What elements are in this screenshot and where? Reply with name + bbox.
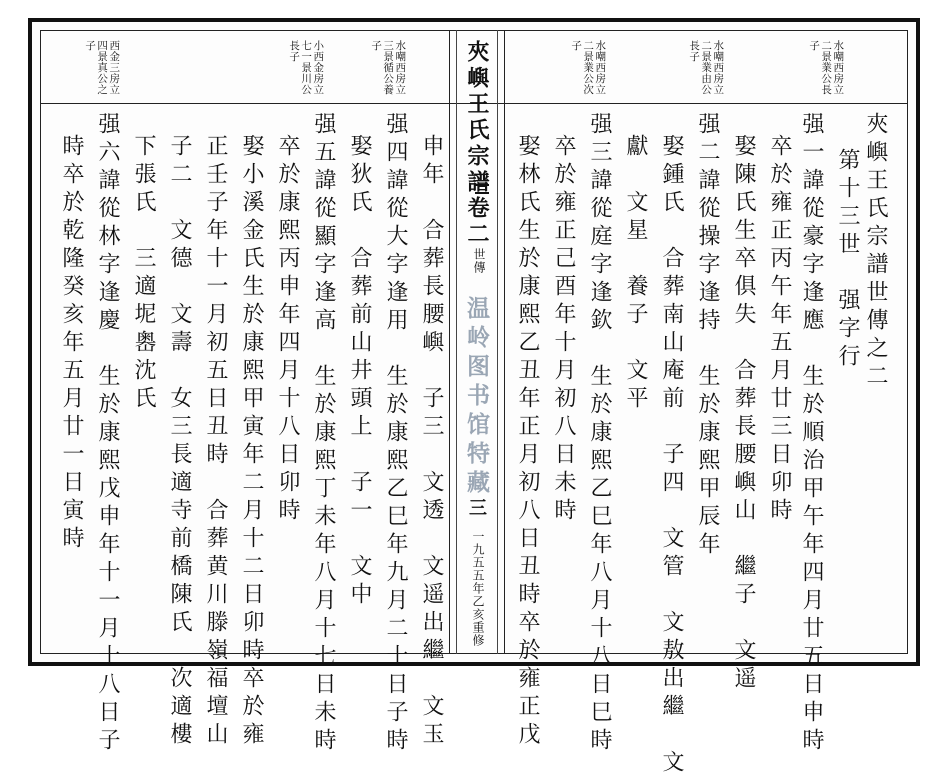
center-section: 世傳 (472, 248, 486, 274)
entry-column: 强二諱從操字逢持 生於康熙甲辰年 (695, 112, 720, 560)
center-title: 夾嶼王氏宗譜 (464, 40, 490, 196)
entry-column: 娶陳氏生卒俱失 合葬長腰嶼山 繼子 文遥 (731, 134, 756, 694)
entry-column: 强六諱從林字逢慶 生於康熙戊申年十一月十八日子 (95, 112, 120, 756)
entry-column: 强五諱從顯字逢高 生於康熙丁未年八月十七日未時 (311, 112, 336, 756)
entry-column: 娶鍾氏 合葬南山庵前 子四 文管 文敖出繼 文 (659, 134, 684, 778)
entry-column: 强四諱從大字逢用 生於康熙乙巳年九月二十日子時 (383, 112, 408, 756)
library-stamp: 温岭图书馆特藏 (463, 296, 490, 499)
left-header-3: 西金三房立四景真公之子 (84, 40, 121, 95)
entry-column: 娶小溪金氏生於康熙甲寅年二月十二日卯時卒於雍 (239, 134, 264, 750)
entry-column: 正壬子年十一月初五日丑時 合葬黄川滕嶺福壇山 (203, 134, 228, 750)
entry-column: 娶狄氏 合葬前山井頭上 子一 文中 (347, 134, 372, 610)
entry-column: 娶林氏生於康熙乙丑年正月初八日丑時卒於雍正戊 (515, 134, 540, 750)
right-header-3: 水嘲西房立二景業公次子 (570, 40, 607, 95)
fold-number: 三 (466, 498, 487, 516)
entry-column: 卒於雍正己酉年十月初八日未時 (551, 134, 576, 526)
book-title: 夾嶼王氏宗譜世傳之二 (863, 112, 888, 392)
entry-column: 强一諱從豪字逢應 生於順治甲午年四月廿五日申時 (799, 112, 824, 756)
entry-column: 卒於康熙丙申年四月十八日卯時 (275, 134, 300, 526)
entry-column: 子二 文德 文壽 女三長適寺前橋陳氏 次適樓 (167, 134, 192, 750)
entry-column: 申年 合葬長腰嶼 子三 文透 文遥出繼 文玉 (419, 134, 444, 750)
entry-column: 卒於雍正丙午年五月廿三日卯時 (767, 134, 792, 526)
generation-heading: 第十三世 强字行 (835, 148, 860, 372)
center-yu-mark (474, 182, 490, 196)
entry-column: 下張氏 三適坭嶴沈氏 (131, 134, 156, 414)
entry-column: 獻 文星 養子 文平 (623, 134, 648, 414)
left-header-1: 水嘲西房立三景循公養子 (370, 40, 407, 95)
right-header-2: 水嘲西房立二景業由公長子 (688, 40, 725, 95)
center-edition: 一九五五年乙亥重修 (471, 530, 485, 647)
entry-column: 强三諱從庭字逢欽 生於康熙乙巳年八月十八日巳時 (587, 112, 612, 756)
center-volume: 卷二 (464, 196, 490, 248)
entry-column: 時卒於乾隆癸亥年五月廿一日寅時 (59, 134, 84, 554)
left-header-2: 小西金房立七一景川公長子 (288, 40, 325, 95)
right-header-1: 水嘲西房立二景業公長子 (808, 40, 845, 95)
